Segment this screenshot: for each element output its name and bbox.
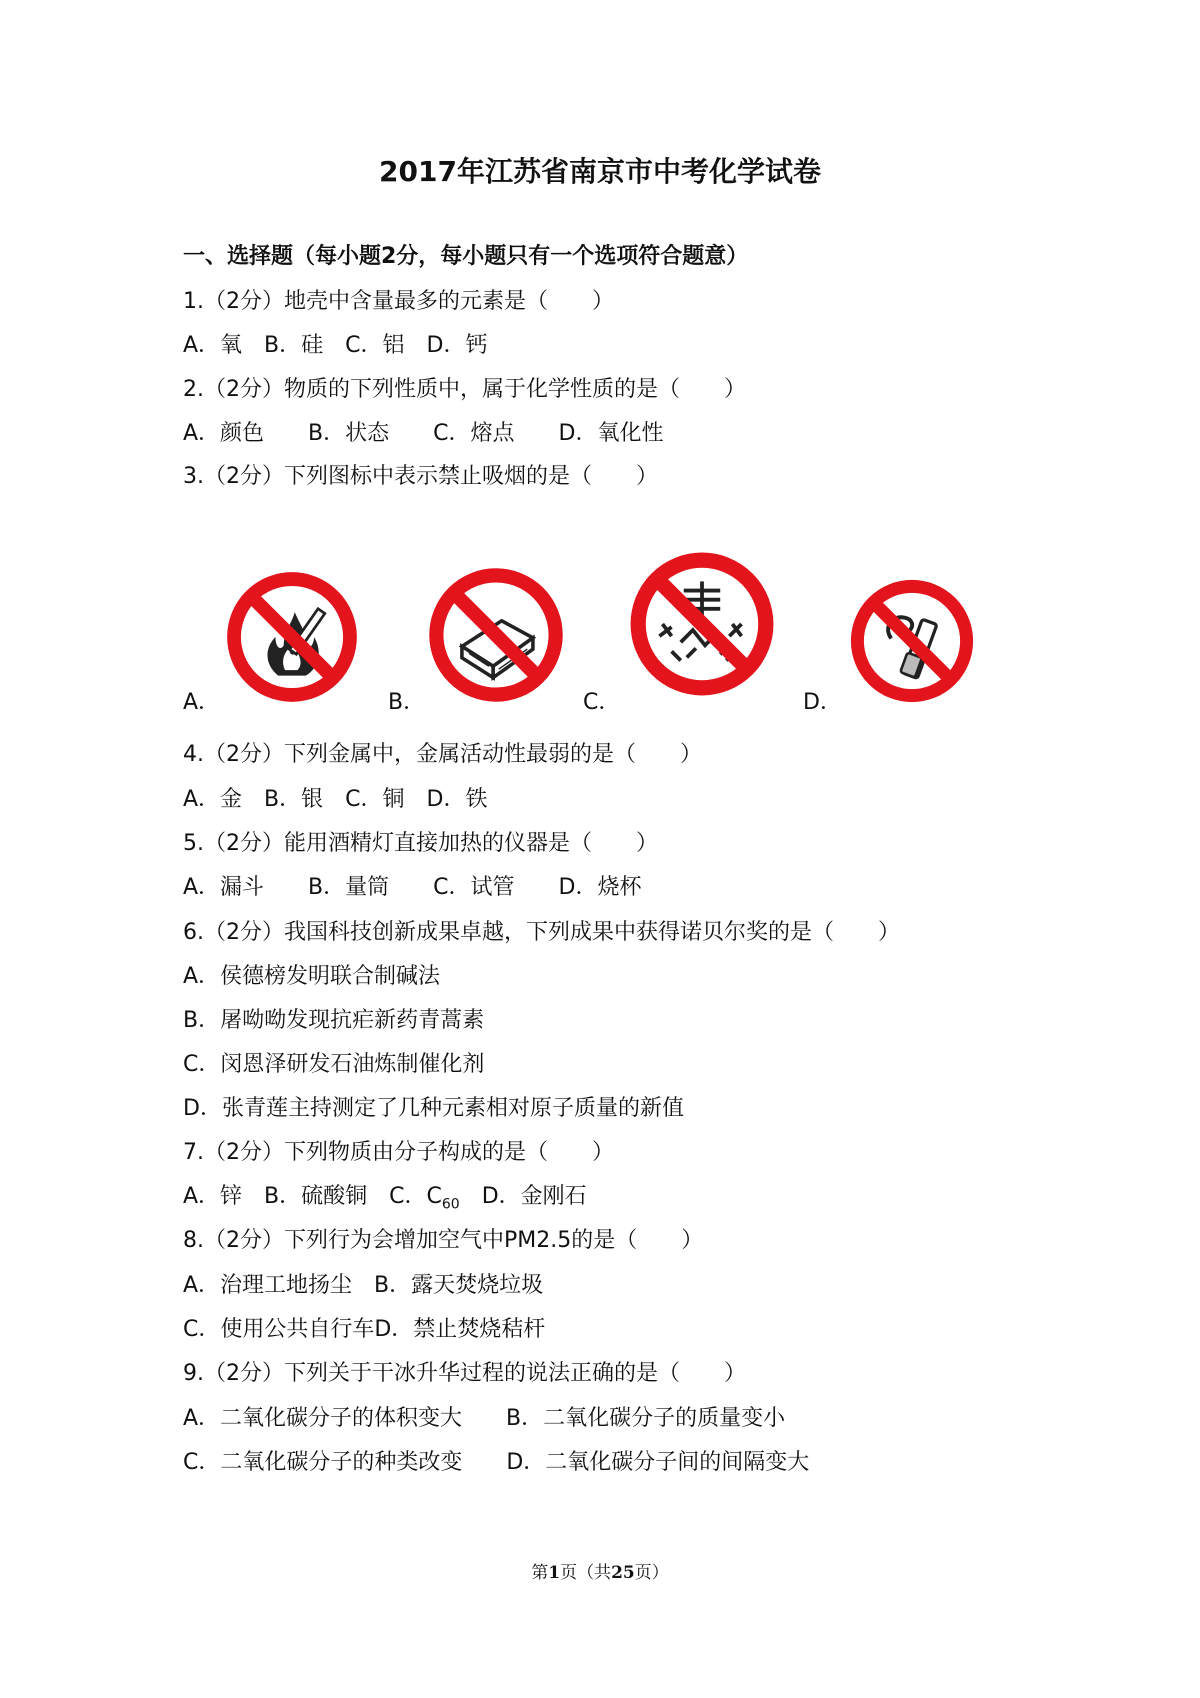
question-9-options-line2: C．二氧化碳分子的种类改变 D．二氧化碳分子间的间隔变大 bbox=[183, 1450, 810, 1475]
no-smoking-icon bbox=[847, 576, 977, 706]
question-8-stem: 8.（2分）下列行为会增加空气中PM2.5的是（ ） bbox=[183, 1228, 704, 1253]
footer-suffix: 页） bbox=[634, 1563, 669, 1583]
question-2-options: A．颜色 B．状态 C．熔点 D．氧化性 bbox=[183, 421, 664, 446]
question-7-options-pre: A．锌 B．硫酸铜 C．C bbox=[183, 1184, 442, 1209]
sign-label-a: A． bbox=[183, 690, 221, 715]
question-1-options: A．氧 B．硅 C．铝 D．钙 bbox=[183, 333, 488, 358]
question-4-stem: 4.（2分）下列金属中，金属活动性最弱的是（ ） bbox=[183, 742, 702, 767]
question-7-options bbox=[183, 1182, 587, 1219]
sign-label-c: C． bbox=[583, 690, 621, 715]
question-9-options-line1: A．二氧化碳分子的体积变大 B．二氧化碳分子的质量变小 bbox=[183, 1406, 786, 1431]
no-open-flame-icon bbox=[223, 568, 361, 706]
question-5-options: A．漏斗 B．量筒 C．试管 D．烧杯 bbox=[183, 875, 642, 900]
question-6-option-b: B．屠呦呦发现抗疟新药青蒿素 bbox=[183, 1008, 485, 1033]
question-3-stem: 3.（2分）下列图标中表示禁止吸烟的是（ ） bbox=[183, 464, 658, 489]
question-1-stem: 1.（2分）地壳中含量最多的元素是（ ） bbox=[183, 289, 614, 314]
sign-label-b: B． bbox=[388, 690, 426, 715]
footer-total-pages: 25 bbox=[611, 1563, 635, 1583]
question-7-subscript: 60 bbox=[441, 1196, 460, 1213]
question-8-options-line1: A．治理工地扬尘 B．露天焚烧垃圾 bbox=[183, 1273, 544, 1298]
question-8-options-line2: C．使用公共自行车D．禁止焚烧秸杆 bbox=[183, 1317, 546, 1342]
question-5-stem: 5.（2分）能用酒精灯直接加热的仪器是（ ） bbox=[183, 831, 658, 856]
question-6-option-c: C．闵恩泽研发石油炼制催化剂 bbox=[183, 1052, 485, 1077]
question-3-signs bbox=[183, 548, 1083, 718]
question-2-stem: 2.（2分）物质的下列性质中，属于化学性质的是（ ） bbox=[183, 377, 746, 402]
page-footer bbox=[0, 1558, 1200, 1583]
sign-label-d: D． bbox=[803, 690, 842, 715]
section-heading: 一、选择题（每小题2分，每小题只有一个选项符合题意） bbox=[183, 244, 749, 269]
question-7-stem: 7.（2分）下列物质由分子构成的是（ ） bbox=[183, 1140, 614, 1165]
footer-page-number: 1 bbox=[548, 1563, 561, 1583]
question-9-stem: 9.（2分）下列关于干冰升华过程的说法正确的是（ ） bbox=[183, 1361, 746, 1386]
question-4-options: A．金 B．银 C．铜 D．铁 bbox=[183, 787, 488, 812]
question-6-stem: 6.（2分）我国科技创新成果卓越，下列成果中获得诺贝尔奖的是（ ） bbox=[183, 920, 900, 945]
footer-prefix: 第 bbox=[531, 1563, 549, 1583]
footer-middle: 页（共 bbox=[560, 1563, 612, 1583]
question-7-options-post: D．金刚石 bbox=[459, 1184, 587, 1209]
question-6-option-a: A．侯德榜发明联合制碱法 bbox=[183, 964, 441, 989]
no-fireworks-icon bbox=[626, 548, 778, 700]
no-matches-icon bbox=[425, 564, 567, 706]
exam-title: 2017年江苏省南京市中考化学试卷 bbox=[379, 155, 821, 188]
question-6-option-d: D．张青莲主持测定了几种元素相对原子质量的新值 bbox=[183, 1096, 684, 1121]
